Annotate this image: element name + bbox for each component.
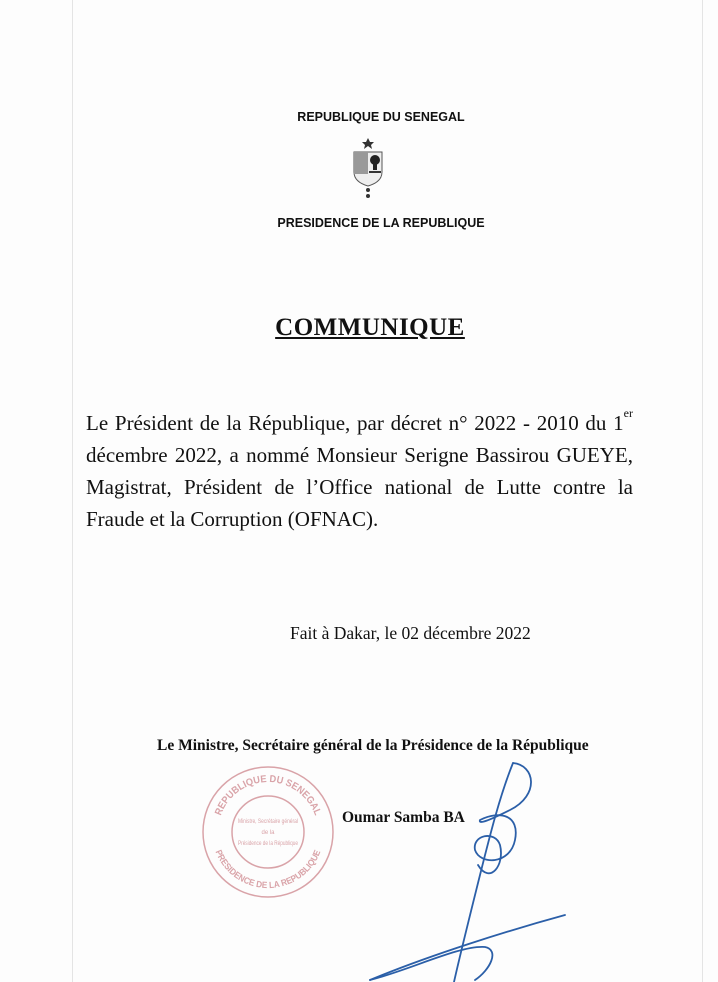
- handwritten-signature: [350, 755, 580, 982]
- page-edge-right: [702, 0, 703, 982]
- signatory-name: Oumar Samba BA: [342, 809, 465, 826]
- header-institution: PRESIDENCE DE LA REPUBLIQUE: [277, 216, 485, 230]
- place-date: Fait à Dakar, le 02 décembre 2022: [290, 623, 531, 643]
- svg-text:PRESIDENCE DE LA REPUBLIQUE: PRESIDENCE DE LA REPUBLIQUE: [213, 847, 323, 891]
- svg-text:de la: de la: [261, 830, 275, 836]
- header-country: REPUBLIQUE DU SENEGAL: [297, 110, 465, 124]
- document-title: COMMUNIQUE: [275, 314, 465, 341]
- body-text-1: Le Président de la République, par décret n° 2022 - 2010 du 1: [86, 411, 624, 435]
- body-text-2: décembre 2022, a nommé Monsieur Serigne Bassirou GUEYE, Magistrat, Président de l’Office national de Lutte contre la Fraude et la Corruption (OFNAC).: [86, 443, 633, 531]
- communique-body: [86, 407, 633, 535]
- official-stamp: [200, 764, 336, 900]
- signatory-role: Le Ministre, Secrétaire général de la Présidence de la République: [157, 737, 589, 754]
- svg-text:Présidence de la République: Présidence de la République: [238, 841, 299, 847]
- body-superscript: er: [623, 406, 633, 420]
- page-edge-left: [72, 0, 73, 982]
- coat-of-arms-icon: [348, 138, 388, 198]
- svg-text:REPUBLIQUE DU SENEGAL: REPUBLIQUE DU SENEGAL: [213, 773, 323, 818]
- svg-text:Ministre, Secrétaire général: Ministre, Secrétaire général: [238, 819, 298, 825]
